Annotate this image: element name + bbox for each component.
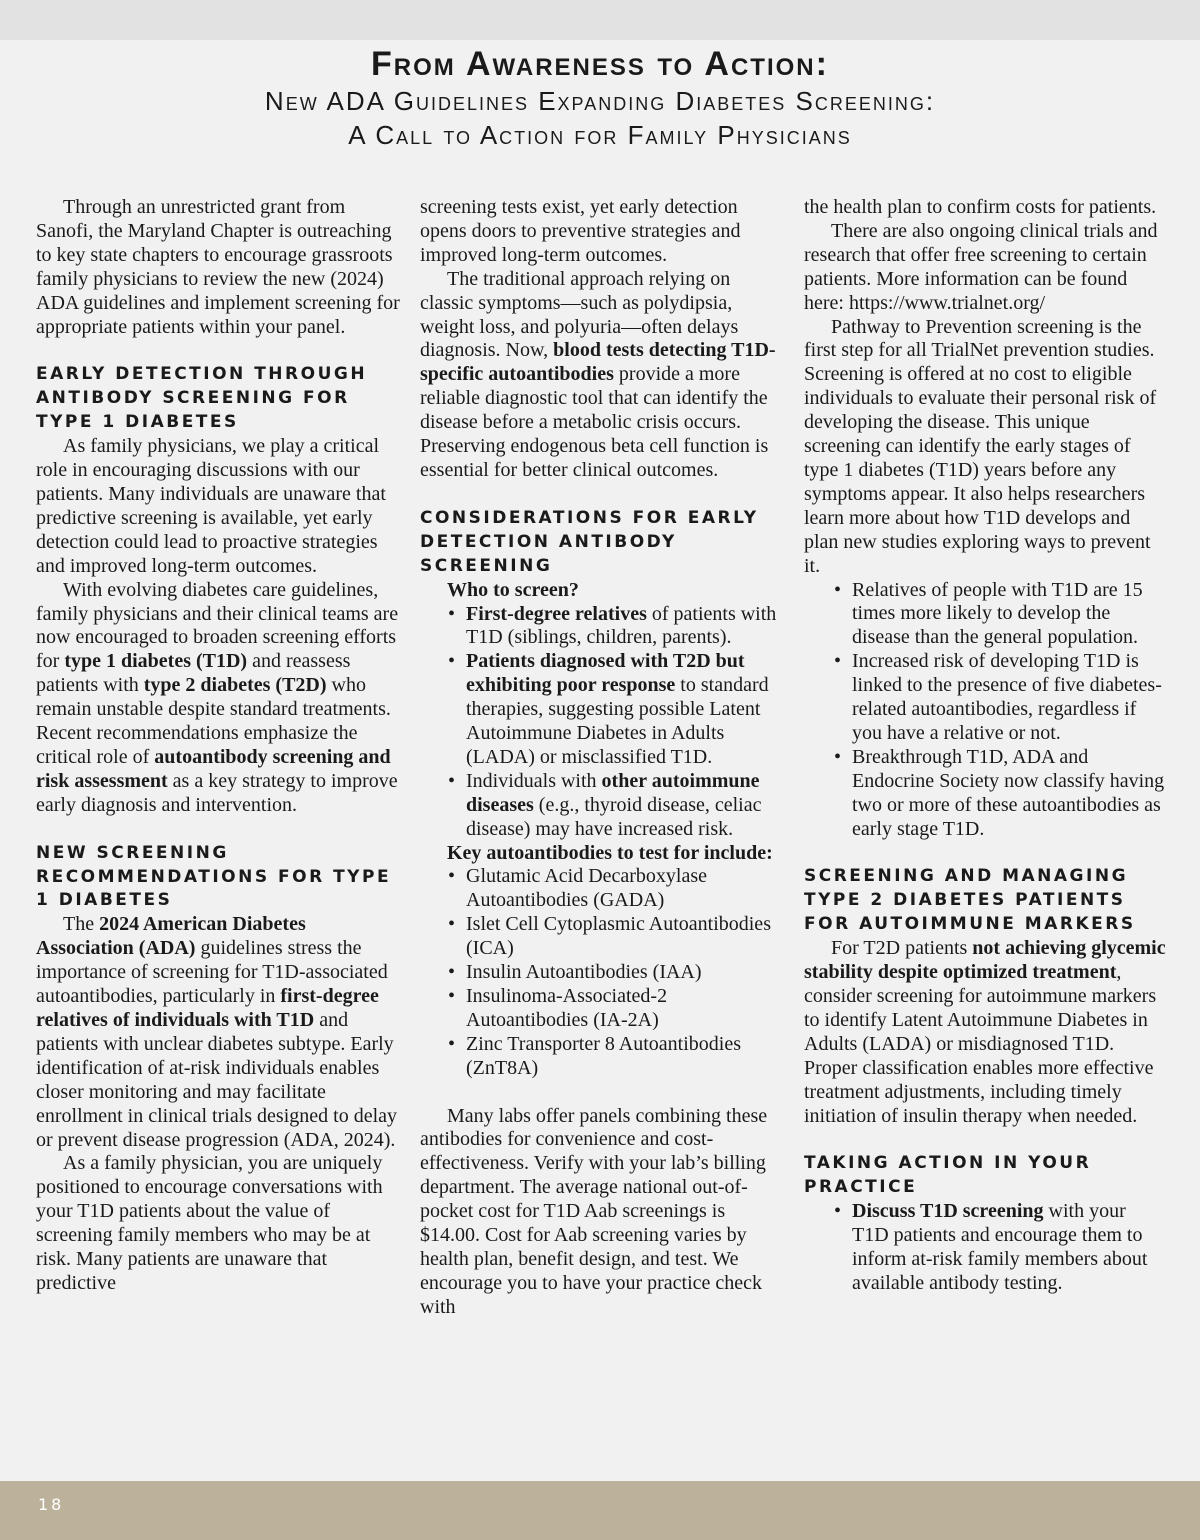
trialnet-facts-list (804, 579, 1166, 842)
list-item: • Discuss T1D screening with your T1D patients and encourage them to inform at-risk family members about available antibody testing. (834, 1200, 1166, 1296)
section-heading-type2-screening: SCREENING AND MANAGING TYPE 2 DIABETES PATIENTS FOR AUTOIMMUNE MARKERS (804, 866, 1136, 935)
list-item: • Insulin Autoantibodies (IAA) (448, 961, 786, 985)
section-heading-taking-action: TAKING ACTION IN YOUR PRACTICE (804, 1153, 1092, 1198)
section-heading-new-recommendations: NEW SCREENING RECOMMENDATIONS FOR TYPE 1 DIABETES (36, 842, 392, 911)
article-title: From Awareness to Action: (371, 45, 829, 83)
list-item: • Increased risk of developing T1D is linked to the presence of five diabetes-related autoantibodies, regardless if you have a relative or not. (834, 650, 1166, 746)
body-paragraph: the health plan to confirm costs for patients. (804, 196, 1157, 218)
key-autoantibodies-label: Key autoantibodies to test for include: (447, 841, 773, 864)
who-to-screen-list (420, 603, 786, 842)
autoantibody-list (420, 865, 786, 1080)
body-paragraph: Many labs offer panels combining these antibodies for convenience and cost-effectiveness. Verify with your lab’s billing department. The average national out-of-pocket cost for T1D Aab screenings is $14.00. Cost for Aab screening varies by health plan, benefit design, and test. We encourage you to have your practice check with (420, 1104, 768, 1318)
list-item: • Relatives of people with T1D are 15 times more likely to develop the disease than the general population. (834, 579, 1166, 651)
body-paragraph: The 2024 American Diabetes Association (ADA) guidelines stress the importance of screening for T1D-associated autoantibodies, particularly in first-degree relatives of individuals with T1D and patients with unclear diabetes subtype. Early identification of at-risk individuals enables closer monitoring and may facilitate enrollment in clinical trials designed to delay or prevent disease progression (ADA, 2024). (36, 913, 398, 1151)
list-item: • Individuals with other autoimmune diseases (e.g., thyroid disease, celiac disease) may have increased risk. (448, 770, 786, 842)
section-heading-considerations: CONSIDERATIONS FOR EARLY DETECTION ANTIBODY SCREENING (420, 507, 759, 576)
body-paragraph: With evolving diabetes care guidelines, family physicians and their clinical teams are now encouraged to broaden screening efforts for type 1 diabetes (T1D) and reassess patients with type 2 diabetes (T2D) who remain unstable despite standard treatments. Recent recommendations emphasize the critical role of autoantibody screening and risk assessment as a key strategy to improve early diagnosis and intervention. (36, 578, 399, 816)
article-header (0, 40, 1200, 190)
body-paragraph: screening tests exist, yet early detection opens doors to preventive strategies and improved long-term outcomes. (420, 196, 741, 266)
body-paragraph: The traditional approach relying on classic symptoms—such as polydipsia, weight loss, and polyuria—often delays diagnosis. Now, blood tests detecting T1D-specific autoantibodies provide a more reliable diagnostic tool that can identify the disease before a metabolic crisis occurs. Preserving endogenous beta cell function is essential for better clinical outcomes. (420, 267, 776, 481)
list-item: • Patients diagnosed with T2D but exhibiting poor response to standard therapies, suggesting possible Latent Autoimmune Diabetes in Adults (LADA) or misclassified T1D. (448, 650, 786, 770)
list-item: • First-degree relatives of patients with T1D (siblings, children, parents). (448, 603, 786, 651)
section-heading-early-detection: EARLY DETECTION THROUGH ANTIBODY SCREENING FOR TYPE 1 DIABETES (36, 364, 368, 433)
column-2 (420, 196, 786, 1320)
intro-paragraph: Through an unrestricted grant from Sanofi, the Maryland Chapter is outreaching to key state chapters to encourage grassroots family physicians to review the new (2024) ADA guidelines and implement screening for appropriate patients within your panel. (36, 196, 400, 338)
column-3 (804, 196, 1166, 1296)
action-list (804, 1200, 1166, 1296)
list-item: • Glutamic Acid Decarboxylase Autoantibodies (GADA) (448, 865, 786, 913)
page-footer (0, 1481, 1200, 1540)
list-item: • Breakthrough T1D, ADA and Endocrine Society now classify having two or more of these autoantibodies as early stage T1D. (834, 746, 1166, 842)
list-item: • Insulinoma-Associated-2 Autoantibodies (IA-2A) (448, 985, 786, 1033)
body-paragraph: For T2D patients not achieving glycemic stability despite optimized treatment, consider screening for autoimmune markers to identify Latent Autoimmune Diabetes in Adults (LADA) or misdiagnosed T1D. Proper classification enables more effective treatment adjustments, including timely initiation of insulin therapy when needed. (804, 937, 1166, 1127)
column-1 (36, 196, 402, 1296)
page-number: 18 (38, 1495, 65, 1514)
who-to-screen-label: Who to screen? (447, 578, 579, 601)
list-item: • Islet Cell Cytoplasmic Autoantibodies (ICA) (448, 913, 786, 961)
article-subtitle-line-2: A Call to Action for Family Physicians (348, 120, 852, 150)
article-subtitle-line-1: New ADA Guidelines Expanding Diabetes Screening: (264, 86, 936, 116)
body-paragraph: Pathway to Prevention screening is the first step for all TrialNet prevention studies. Screening is offered at no cost to eligible individuals to evaluate their personal risk of developing the disease. This unique screening can identify the early stages of type 1 diabetes (T1D) years before any symptoms appear. It also helps researchers learn more about how T1D develops and plan new studies exploring ways to prevent it. (804, 315, 1157, 577)
body-paragraph: As family physicians, we play a critical role in encouraging discussions with our patients. Many individuals are unaware that predictive screening is available, yet early detection could lead to proactive strategies and improved long-term outcomes. (36, 435, 386, 577)
body-paragraph: As a family physician, you are uniquely positioned to encourage conversations with your T1D patients about the value of screening family members who may be at risk. Many patients are unaware that predictive (36, 1152, 383, 1294)
top-strip (0, 0, 1200, 40)
list-item: • Zinc Transporter 8 Autoantibodies (ZnT8A) (448, 1033, 786, 1081)
body-paragraph: There are also ongoing clinical trials and research that offer free screening to certain patients. More information can be found here: https://www.trialnet.org/ (804, 219, 1158, 314)
